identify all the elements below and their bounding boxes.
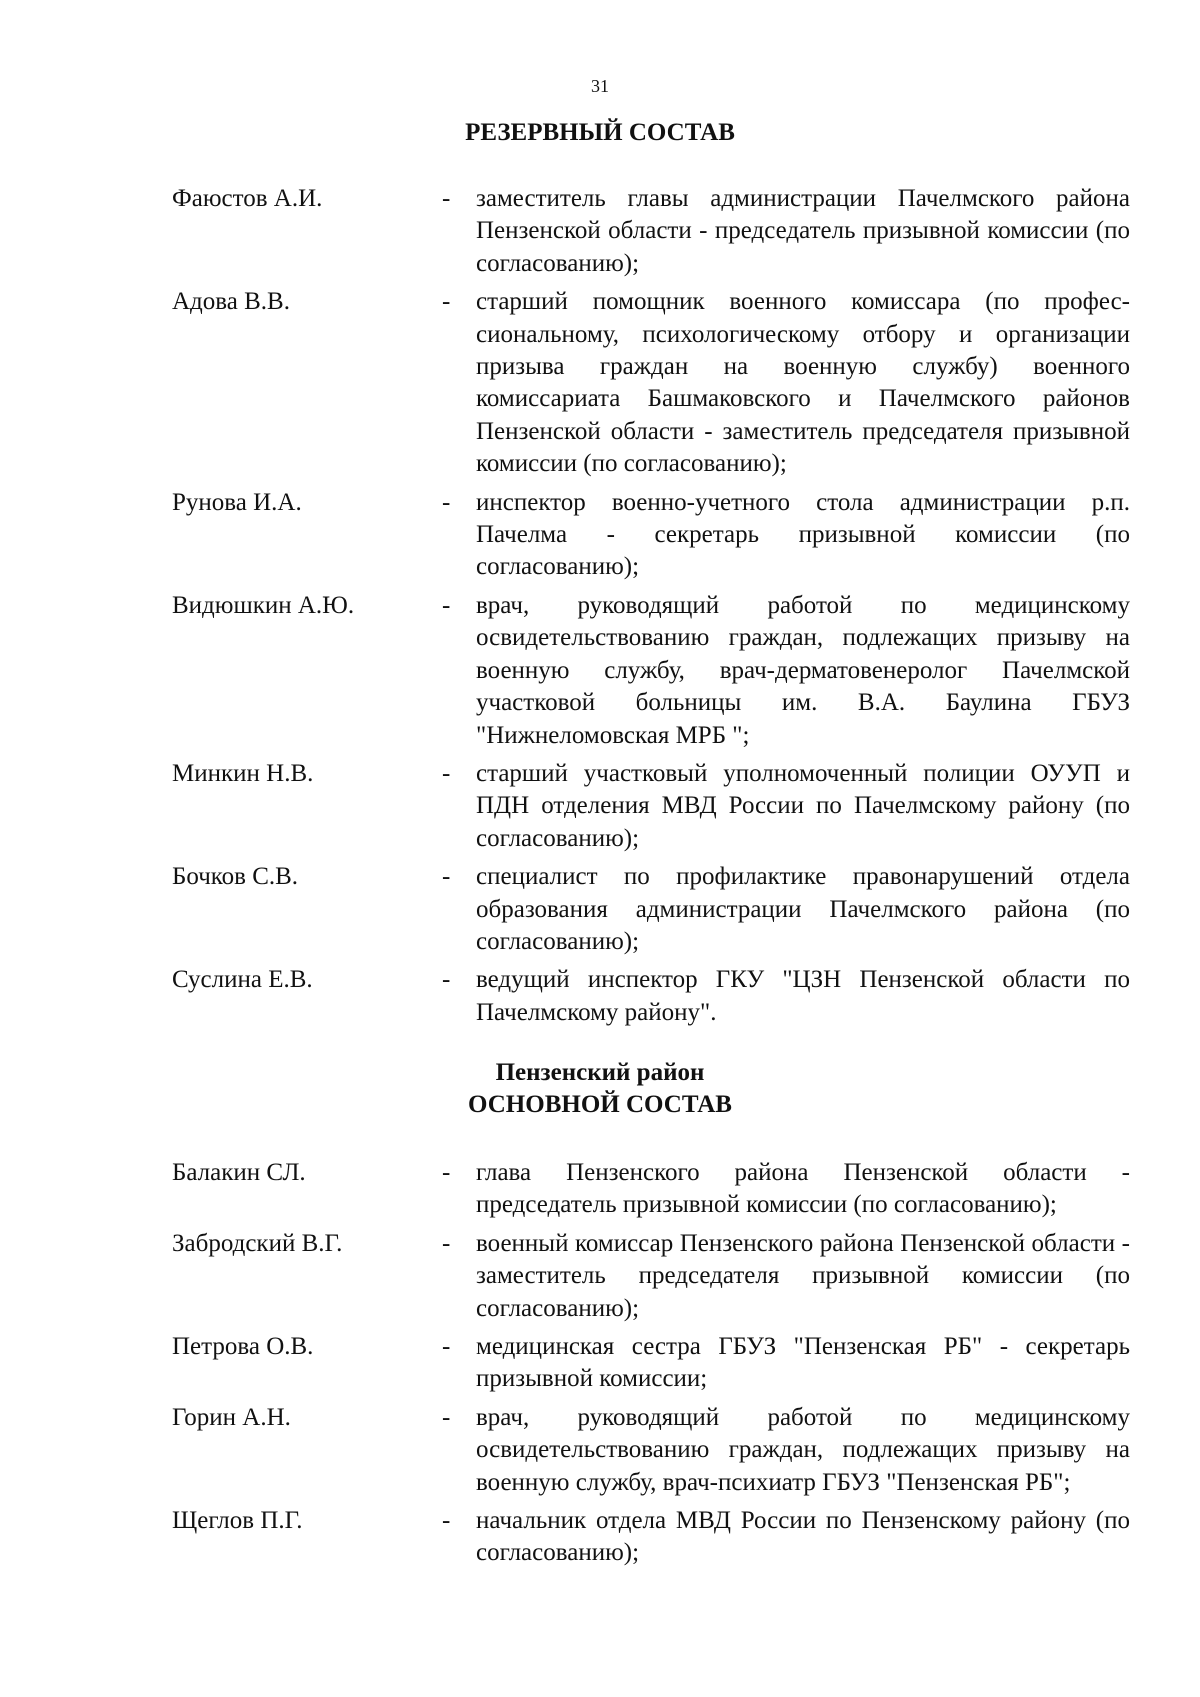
member-name: Рунова И.А. xyxy=(172,488,302,516)
member-description: врач, руководящий работой по медицинскому освидетельствованию граждан, подлежащих призыву на военную службу, врач-дерматовенеролог Пачелмской участковой больницы им. В.А. Баулина ГБУЗ "Нижнеломовская МРБ "; xyxy=(476,591,1130,749)
member-description: глава Пензенского района Пензенской области - председатель призывной комиссии (по согласованию); xyxy=(476,1159,1130,1219)
district-title: Пензенский район xyxy=(495,1059,705,1086)
member-dash: - xyxy=(442,966,451,994)
member-description: врач, руководящий работой по медицинскому освидетельствованию граждан, подлежащих призыву на военную службу, врач-психиатр ГБУЗ "Пензенская РБ"; xyxy=(476,1403,1130,1496)
member-name: Балакин СЛ. xyxy=(172,1159,306,1186)
member-name: Бочков С.В. xyxy=(172,863,299,891)
member-dash: - xyxy=(442,1403,451,1431)
member-dash: - xyxy=(442,591,451,619)
member-row xyxy=(172,758,1130,855)
member-row xyxy=(172,1157,1130,1222)
member-dash: - xyxy=(442,759,451,787)
member-row xyxy=(172,964,1130,1029)
member-name: Горин А.Н. xyxy=(172,1403,291,1431)
member-name: Суслина Е.В. xyxy=(172,966,313,994)
member-name: Забродский В.Г. xyxy=(172,1229,343,1257)
member-description: старший помощник военного комиссара (по профессиональному, психологическому отбору и организации призыва граждан на военную службу) военного комиссариата Башмаковского и Пачелмского районов Пензенской области - заместитель председателя призывной комиссии (по согласованию); xyxy=(476,288,1130,478)
page-number: 31 xyxy=(591,76,609,96)
member-description: военный комиссар Пензенского района Пензенской области - заместитель председателя призывной комиссии (по согласованию); xyxy=(476,1229,1130,1322)
member-row xyxy=(172,183,1130,280)
member-dash: - xyxy=(442,1159,451,1186)
member-dash: - xyxy=(442,288,451,316)
member-row xyxy=(172,590,1130,752)
member-row xyxy=(172,1402,1130,1499)
member-dash: - xyxy=(442,1507,451,1535)
member-description: старший участковый уполномоченный полиции ОУУП и ПДН отделения МВД России по Пачелмскому району (по согласованию); xyxy=(476,759,1130,852)
member-description: ведущий инспектор ГКУ "ЦЗН Пензенской области по Пачелмскому району". xyxy=(476,966,1130,1026)
member-dash: - xyxy=(442,863,451,891)
member-name: Адова В.В. xyxy=(172,288,290,316)
member-row xyxy=(172,861,1130,958)
member-dash: - xyxy=(442,185,451,212)
member-row xyxy=(172,1331,1130,1396)
member-description: специалист по профилактике правонарушений отдела образования администрации Пачелмского района (по согласованию); xyxy=(476,863,1130,955)
member-name: Видюшкин А.Ю. xyxy=(172,591,355,619)
member-description: инспектор военно-учетного стола администрации р.п. Пачелма - секретарь призывной комиссии (по согласованию); xyxy=(476,488,1130,581)
member-row xyxy=(172,1228,1130,1325)
main-members-list xyxy=(172,1157,1130,1576)
member-description: медицинская сестра ГБУЗ "Пензенская РБ" - секретарь призывной комиссии; xyxy=(476,1333,1130,1393)
reserve-members-list xyxy=(172,183,1130,1035)
reserve-section-title: РЕЗЕРВНЫЙ СОСТАВ xyxy=(465,119,735,146)
member-description: начальник отдела МВД России по Пензенскому району (по согласованию); xyxy=(476,1507,1130,1567)
member-description: заместитель главы администрации Пачелмского района Пензенской области - председатель призывной комиссии (по согласованию); xyxy=(476,185,1130,277)
member-dash: - xyxy=(442,488,451,516)
member-name: Фаюстов А.И. xyxy=(172,185,323,212)
member-dash: - xyxy=(442,1229,451,1257)
member-name: Щеглов П.Г. xyxy=(172,1507,303,1535)
member-row xyxy=(172,487,1130,584)
member-name: Петрова О.В. xyxy=(172,1333,314,1361)
member-row xyxy=(172,286,1130,480)
member-row xyxy=(172,1505,1130,1570)
member-dash: - xyxy=(442,1333,451,1361)
member-name: Минкин Н.В. xyxy=(172,759,314,787)
main-section-title: ОСНОВНОЙ СОСТАВ xyxy=(468,1091,732,1118)
